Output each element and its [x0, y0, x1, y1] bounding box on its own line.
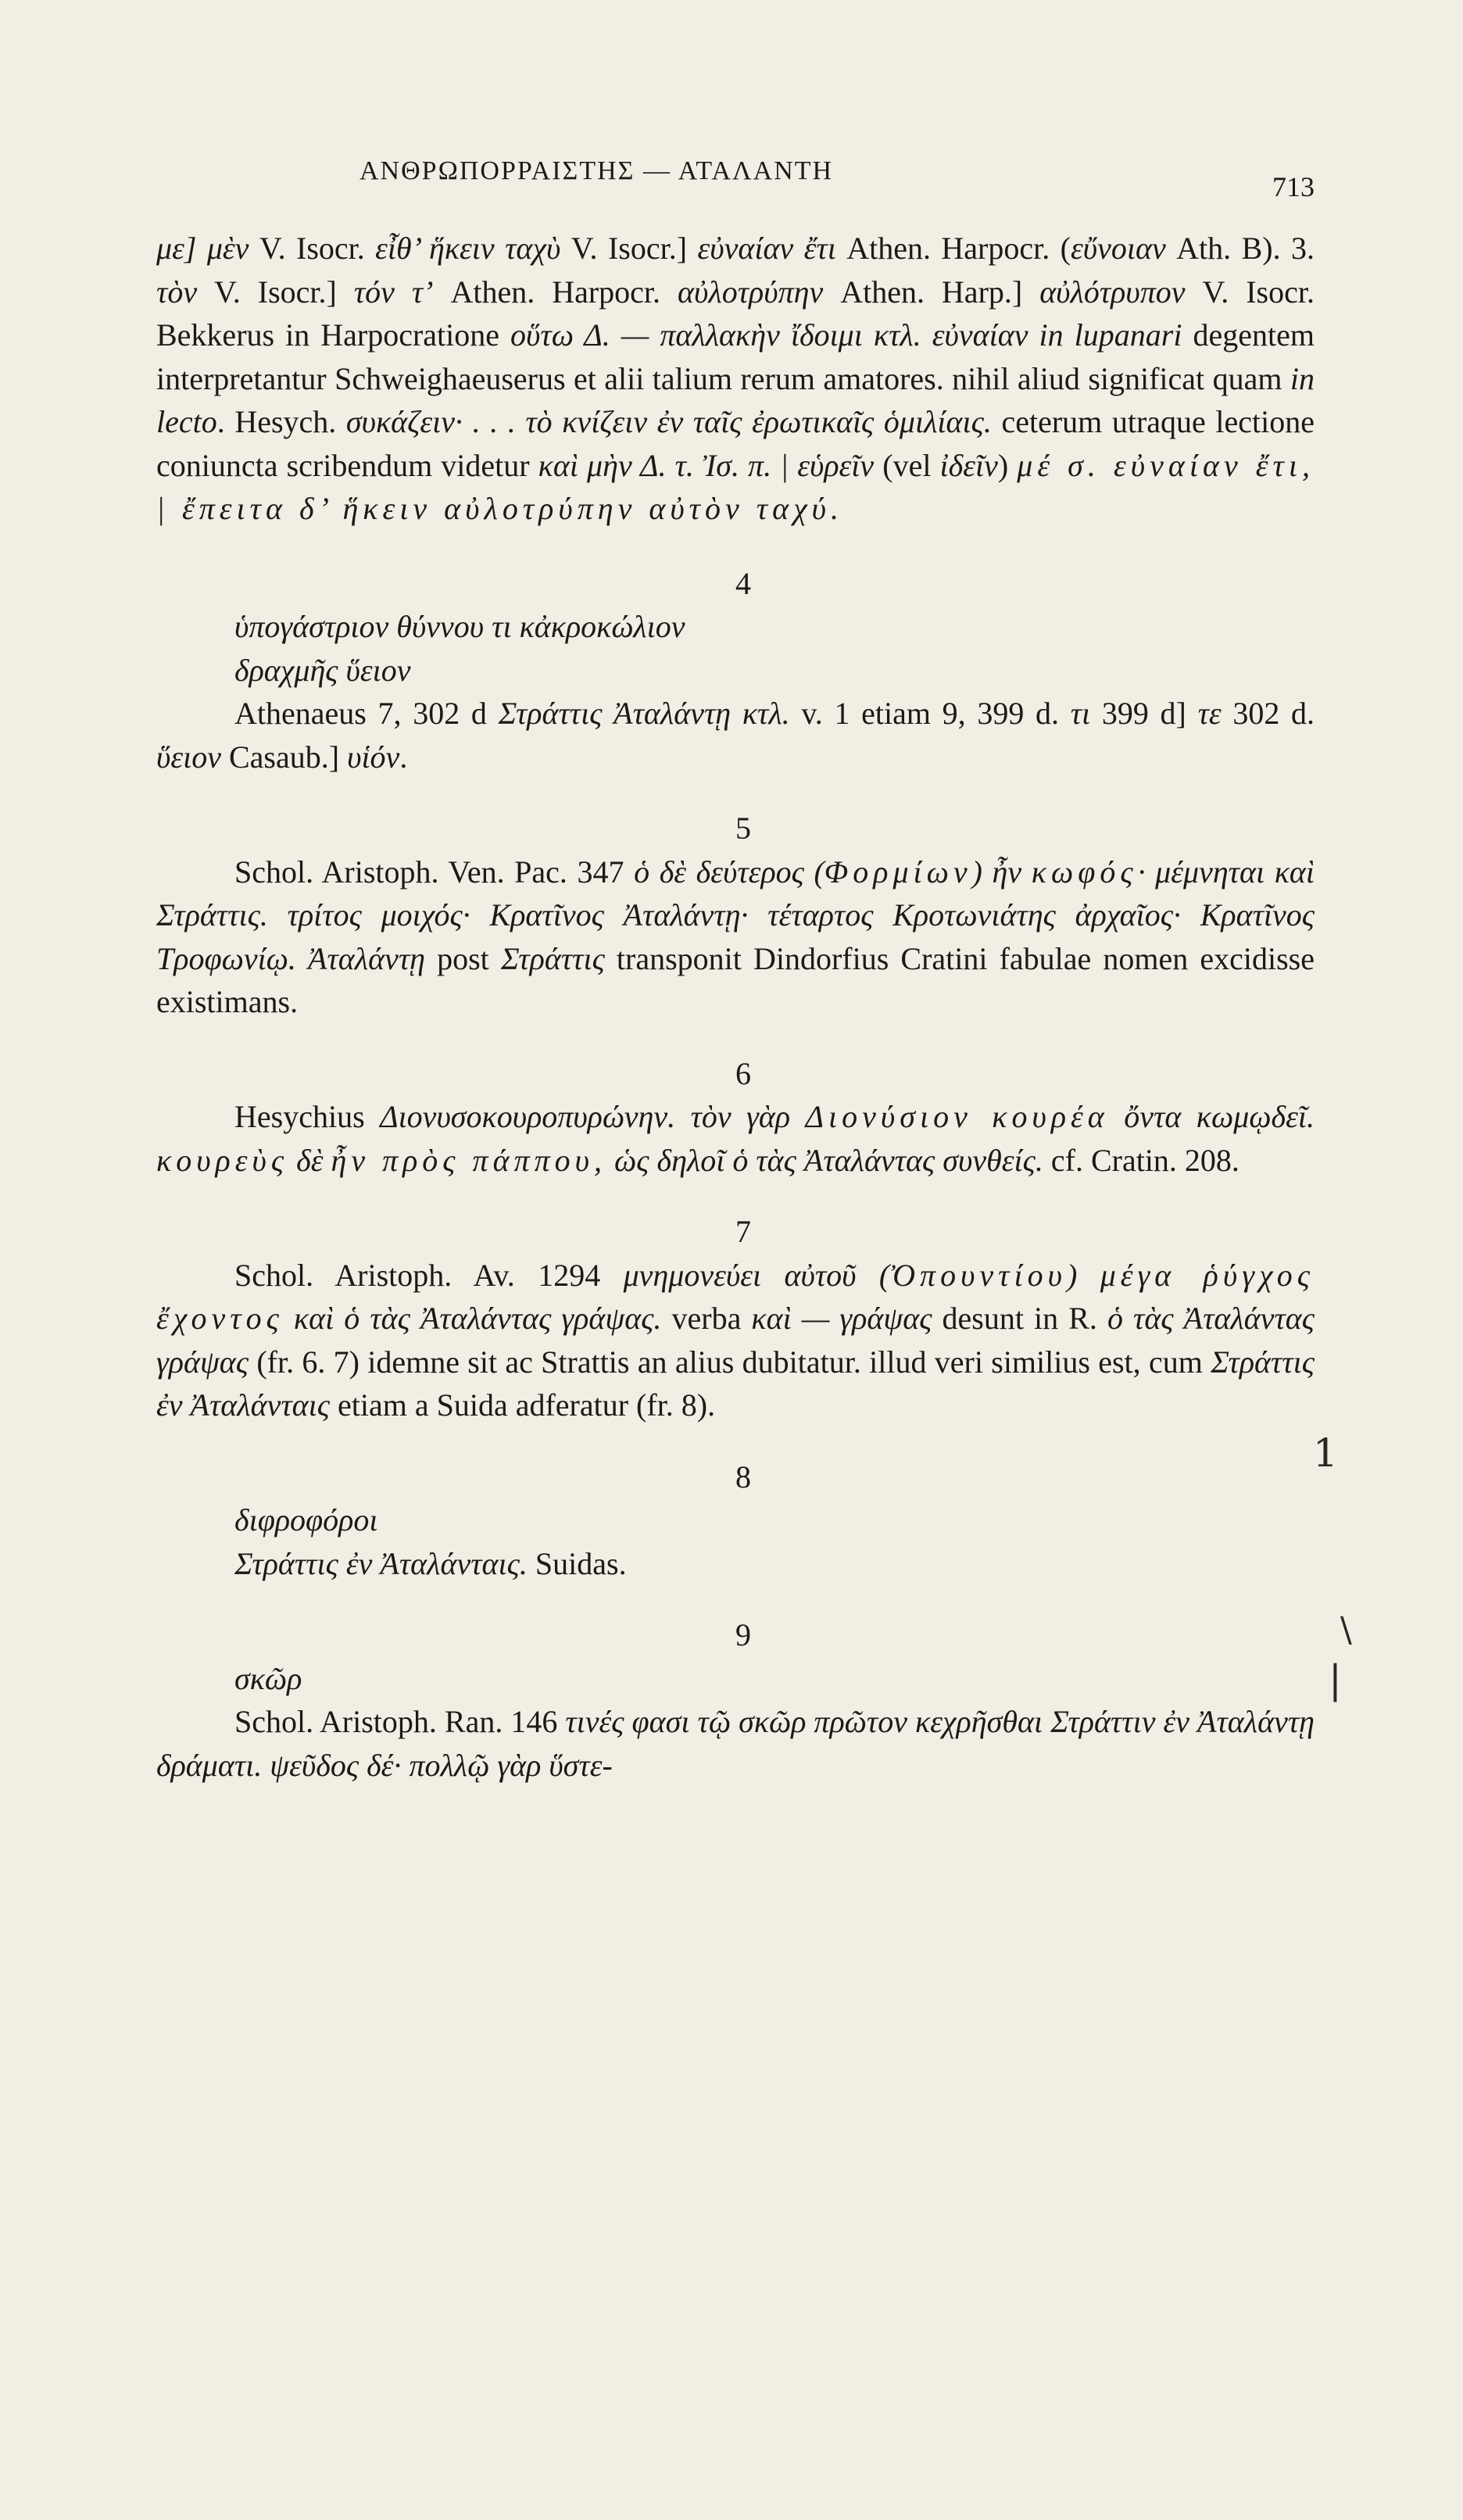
apparatus-text: verba	[661, 1301, 752, 1336]
fragment-number-9: 9	[735, 1617, 751, 1652]
apparatus-text: 302 d.	[1221, 696, 1315, 731]
lemma-line: διφροφόροι	[234, 1502, 378, 1537]
apparatus-text: degentem interpretantur Schweighaeuserus et alii talium rerum amatores. nihil aliud significat quam	[156, 317, 1315, 396]
lemma-line: δραχμῆς ὕειον	[234, 652, 411, 688]
apparatus-text: V. Isocr.]	[560, 231, 698, 266]
greek-text: ) ἦν	[971, 854, 1032, 890]
apparatus-text: . Hesych.	[216, 404, 346, 439]
running-head	[156, 156, 1315, 203]
greek-text: συκάζειν· . . . τὸ κνίζειν ἐν ταῖς ἐρωτικαῖς ὁμιλίαις.	[345, 404, 992, 439]
apparatus-text: V. Isocr. Bekkerus in Harpocratione	[156, 274, 1315, 353]
greek-text: ὁ δὲ δεύτερος (	[634, 854, 825, 890]
greek-text: · μέμνηται καὶ Στράττις. τρίτος μοιχός· Κρατῖνος Ἀταλάντῃ· τέταρτος Κροτωνιάτης ἀρχαῖος· Κρατῖνος Τροφωνίῳ. Ἀταλάντῃ	[156, 854, 1315, 976]
greek-text: ὁ τὰς Ἀταλάντας γράψας	[156, 1301, 1315, 1380]
greek-text: ὄντα κωμῳδεῖ.	[1108, 1099, 1315, 1134]
fragment-9-apparatus	[156, 1700, 1315, 1787]
greek-text: Στράττις	[500, 940, 605, 976]
greek-text: αὐλότρυπον	[1039, 274, 1186, 310]
apparatus-text: Casaub.]	[221, 739, 348, 775]
greek-text: αὐλοτρύπην	[678, 274, 824, 310]
lemma-line: ὑπογάστριον θύννου τι κἀκροκώλιον	[234, 609, 685, 644]
apparatus-text: Athen. Harpocr.	[433, 274, 678, 310]
lemma-line: σκῶρ	[234, 1660, 302, 1696]
apparatus-text: Athenaeus 7, 302 d	[234, 696, 499, 731]
greek-spaced-text: Φορμίων	[824, 854, 972, 890]
greek-text: καὶ ὁ τὰς Ἀταλάντας γράψας.	[283, 1301, 662, 1336]
greek-text: τι	[1070, 696, 1091, 731]
apparatus-text: cf. Cratin. 208.	[1043, 1142, 1239, 1178]
margin-mark: \	[1340, 1610, 1352, 1650]
fragment-8-lemma	[156, 1498, 1315, 1542]
apparatus-text: Athen. Harpocr. (	[835, 231, 1071, 266]
greek-text: εὔνοιαν	[1070, 231, 1166, 266]
apparatus-text: .	[399, 739, 408, 775]
greek-text: Στράττις ἐν Ἀταλάνταις	[156, 1344, 1315, 1423]
greek-text: τὸν	[156, 274, 198, 310]
apparatus-text: (fr. 6. 7) idemne sit ac Strattis an alius dubitatur. illud veri similius est, cum	[249, 1344, 1211, 1380]
greek-text: οὕτω Δ. — παλλακὴν ἴδοιμι κτλ. εὐναίαν	[510, 317, 1028, 353]
fragment-4-lemma	[156, 605, 1315, 692]
running-title: ΑΝΘΡΩΠΟΡΡΑΙΣΤΗΣ — ΑΤΑΛΑΝΤΗ	[359, 156, 834, 185]
greek-spaced-text: Ὀπουντίου	[889, 1257, 1067, 1293]
apparatus-text: (vel	[874, 447, 940, 483]
page-number: 713	[1272, 171, 1315, 202]
apparatus-text: transponit Dindorfius Cratini fabulae nomen excidisse existimans.	[156, 940, 1315, 1019]
apparatus-text: desunt in R.	[932, 1301, 1107, 1336]
latin-italic: in lecto	[156, 360, 1315, 439]
fragment-number-5: 5	[735, 811, 751, 846]
page-body	[156, 227, 1315, 1787]
apparatus-text: Athen. Harp.]	[823, 274, 1040, 310]
apparatus-text: Ath. B). 3.	[1165, 231, 1315, 266]
apparatus-text: )	[997, 447, 1018, 483]
greek-spaced-text: μέ σ. εὐναίαν ἔτι, | ἔπειτα δ’ ἥκειν αὐλοτρύπην αὐτὸν ταχύ.	[156, 447, 1315, 526]
greek-text: Στράττις Ἀταλάντῃ κτλ.	[498, 696, 790, 731]
greek-spaced-text: κουρεὺς	[156, 1142, 289, 1178]
apparatus-text: ceterum utraque lectione coniuncta scribendum videtur	[156, 404, 1315, 483]
greek-text: καὶ μὴν Δ. τ. Ἰσ. π. | εὑρεῖν	[538, 447, 875, 483]
apparatus-text: V. Isocr.]	[197, 274, 354, 310]
apparatus-text: 399 d]	[1090, 696, 1198, 731]
greek-spaced-text: κωφός	[1031, 854, 1138, 890]
fragment-8-apparatus	[156, 1542, 1315, 1586]
greek-text: με] μὲν	[156, 231, 249, 266]
apparatus-text: post	[425, 940, 501, 976]
greek-text: ὡς δηλοῖ ὁ τὰς Ἀταλάντας συνθείς.	[606, 1142, 1043, 1178]
fragment-6-apparatus	[156, 1095, 1315, 1182]
greek-text: μνημονεύει αὐτοῦ (	[623, 1257, 890, 1293]
apparatus-text: Schol. Aristoph. Ven. Pac. 347	[234, 854, 635, 890]
fragment-5-apparatus	[156, 850, 1315, 1024]
greek-spaced-text: ἦν πρὸς πάππου,	[331, 1142, 607, 1178]
greek-text: καὶ — γράψας	[751, 1301, 932, 1336]
greek-text: εὐναίαν ἔτι	[697, 231, 836, 266]
greek-text: τόν τ’	[353, 274, 434, 310]
greek-text: ἰδεῖν	[939, 447, 998, 483]
greek-text: Διονυσοκουροπυρώνην. τὸν γὰρ	[380, 1099, 806, 1134]
greek-text: )	[1066, 1257, 1100, 1293]
fragment-number-8: 8	[735, 1459, 751, 1494]
margin-mark: |	[1329, 1657, 1342, 1702]
greek-spaced-text: Διονύσιον κουρέα	[805, 1099, 1109, 1134]
fragment-7-apparatus	[156, 1254, 1315, 1427]
apparatus-text: etiam a Suida adferatur (fr. 8).	[330, 1387, 716, 1423]
greek-text: υἱόν	[347, 739, 400, 775]
apparatus-text: Schol. Aristoph. Ran. 146	[234, 1704, 566, 1739]
margin-mark: 1	[1313, 1430, 1338, 1476]
fragment-9-lemma	[156, 1657, 1315, 1701]
fragment-4-apparatus	[156, 692, 1315, 779]
apparatus-text	[1028, 317, 1039, 353]
apparatus-text: v. 1 etiam 9, 399 d.	[789, 696, 1071, 731]
apparatus-text: Hesychius	[234, 1099, 381, 1134]
fragment-number-6: 6	[735, 1055, 751, 1091]
fragment-number-4: 4	[735, 565, 751, 601]
apparatus-text: Schol. Aristoph. Av. 1294	[234, 1257, 624, 1293]
apparatus-text: V. Isocr.	[249, 231, 376, 266]
fragment-number-7: 7	[735, 1214, 751, 1249]
apparatus-text: Suidas.	[527, 1545, 627, 1581]
greek-text: δὲ	[288, 1142, 331, 1178]
greek-text: Στράττις ἐν Ἀταλάνταις.	[234, 1545, 528, 1581]
greek-text: τινές φασι τῷ σκῶρ πρῶτον κεχρῆσθαι Στράττιν ἐν Ἀταλάντῃ δράματι. ψεῦδος δέ· πολλῷ γὰρ ὕστε-	[156, 1704, 1315, 1783]
latin-italic: in lupanari	[1039, 317, 1182, 353]
fragment-3-apparatus	[156, 227, 1315, 531]
greek-spaced-text: μέγα ῥύγχος ἔχοντος	[156, 1257, 1315, 1336]
greek-text: τε	[1197, 696, 1222, 731]
greek-text: ὕειον	[156, 739, 221, 775]
greek-text: εἶθ’ ἥκειν ταχὺ	[375, 231, 561, 266]
